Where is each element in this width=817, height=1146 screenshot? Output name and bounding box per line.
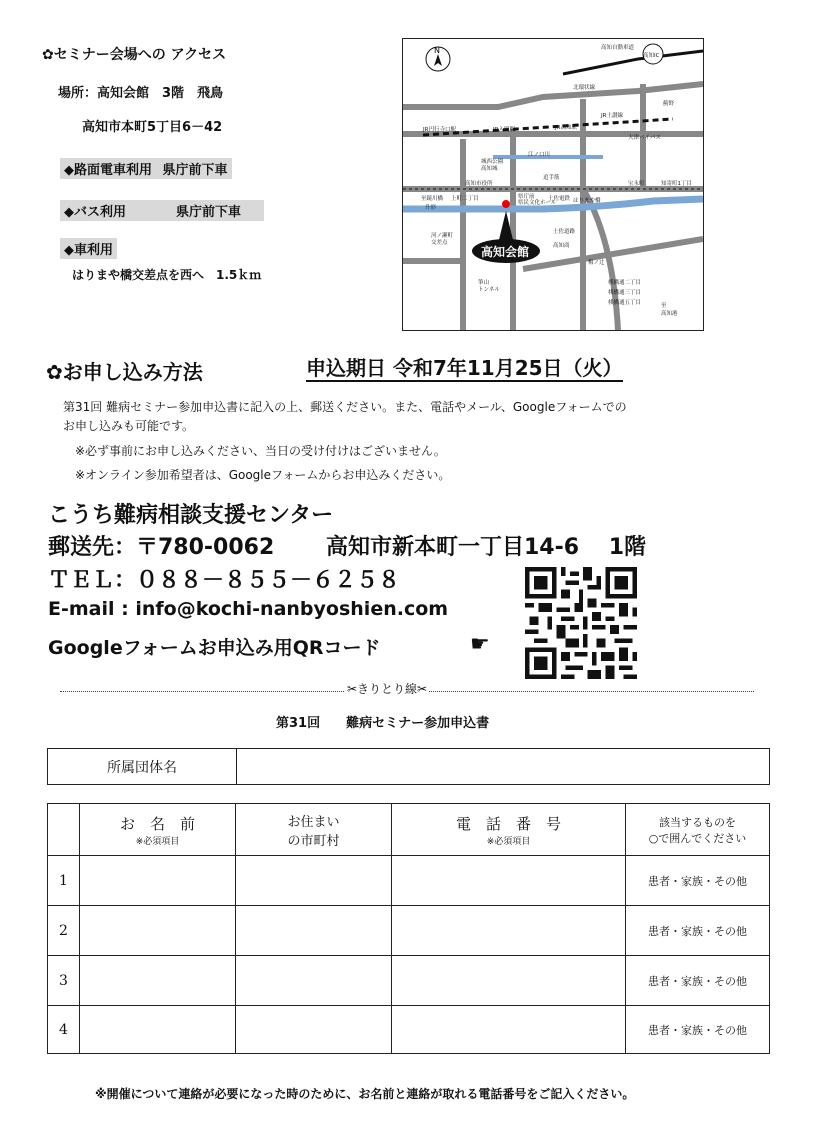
svg-text:筆山: 筆山 <box>478 280 490 286</box>
car-label: ◆車利用 <box>60 238 117 259</box>
header-city-line2: の市町村 <box>287 833 340 849</box>
row-number: 1 <box>48 856 80 906</box>
svg-text:高知自動車道: 高知自動車道 <box>601 45 635 51</box>
header-phone-label: 電 話 番 号 <box>455 814 561 833</box>
venue-place: 場所：高知会館 3階 飛鳥 <box>58 86 224 101</box>
tram-label: ◆路面電車利用 <box>64 163 152 178</box>
header-phone-note: ※必須項目 <box>486 836 531 847</box>
svg-text:江ノ口川: 江ノ口川 <box>528 152 551 158</box>
svg-text:JR高知駅: JR高知駅 <box>555 125 577 131</box>
phone-input[interactable] <box>392 956 626 1006</box>
header-name-note: ※必須項目 <box>135 836 180 847</box>
apply-note2: ※オンライン参加希望者は、Googleフォームからお申込みください。 <box>75 468 451 482</box>
venue-address: 高知市本町5丁目6－42 <box>82 120 223 135</box>
svg-text:高知IC: 高知IC <box>643 53 660 59</box>
header-city-line1: お住まい <box>287 814 340 830</box>
apply-line1: 第31回 難病セミナー参加申込書に記入の上、郵送ください。また、電話やメール、Googleフォームでの <box>63 400 627 414</box>
access-map <box>402 38 704 331</box>
svg-text:JR円行寺口駅: JR円行寺口駅 <box>423 127 456 133</box>
group-input[interactable] <box>237 749 770 785</box>
group-table <box>47 748 770 785</box>
svg-text:升形: 升形 <box>425 205 437 211</box>
svg-text:土佐電鉄: 土佐電鉄 <box>548 196 571 202</box>
map-venue-label: 高知会館 <box>481 245 530 259</box>
header-phone <box>392 804 626 856</box>
header-city <box>236 804 392 856</box>
city-input[interactable] <box>236 956 392 1006</box>
phone-input[interactable] <box>392 856 626 906</box>
svg-text:高知城: 高知城 <box>481 166 498 172</box>
svg-text:至鏡川橋: 至鏡川橋 <box>421 196 444 202</box>
svg-text:河ノ瀬町: 河ノ瀬町 <box>431 233 454 239</box>
pointing-hand-icon: ☛ <box>470 632 490 657</box>
header-name-label: お 名 前 <box>119 814 195 833</box>
svg-text:高知港: 高知港 <box>661 311 678 317</box>
svg-text:桟橋通二丁目: 桟橋通二丁目 <box>608 280 642 286</box>
mail-label: 郵送先：〒780-0062 <box>48 535 275 560</box>
category-options[interactable]: 患者・家族・その他 <box>626 856 770 906</box>
svg-text:県庁前: 県庁前 <box>518 194 535 200</box>
north-label: N <box>434 46 440 55</box>
header-category-line2: ○で囲んでください <box>648 831 747 845</box>
category-options[interactable]: 患者・家族・その他 <box>626 906 770 956</box>
city-input[interactable] <box>236 856 392 906</box>
qr-code[interactable] <box>525 567 637 679</box>
bus-stop: 県庁前下車 <box>176 205 242 220</box>
header-no <box>48 804 80 856</box>
svg-text:桟橋通五丁目: 桟橋通五丁目 <box>608 300 642 306</box>
tram-stop: 県庁前下車 <box>162 163 228 178</box>
category-options[interactable]: 患者・家族・その他 <box>626 956 770 1006</box>
cut-line-label: ✂きりとり線✂ <box>347 682 428 696</box>
org-name: こうち難病相談支援センター <box>48 503 334 528</box>
svg-text:高知市役所: 高知市役所 <box>465 181 493 187</box>
svg-text:上町二丁目: 上町二丁目 <box>451 196 479 202</box>
qr-label: Googleフォームお申込み用QRコード <box>48 637 381 659</box>
bus-label: ◆バス利用 <box>64 205 126 220</box>
tel: ＴＥＬ：０８８－８５５－６２５８ <box>48 568 401 593</box>
map-drawing <box>403 39 703 330</box>
email[interactable]: E-mail : info@kochi-nanbyoshien.com <box>48 598 449 620</box>
form-title: 第31回 難病セミナー参加申込書 <box>276 716 490 731</box>
footer-note: ※開催について連絡が必要になった時のために、お名前と連絡が取れる電話番号をご記入ください。 <box>95 1087 635 1101</box>
row-number: 2 <box>48 906 80 956</box>
apply-deadline: 申込期日 令和7年11月25日（火） <box>306 356 623 380</box>
svg-text:梅ノ辻: 梅ノ辻 <box>588 260 605 266</box>
group-label: 所属団体名 <box>48 749 237 785</box>
bus-info <box>60 200 264 221</box>
svg-text:桟橋通三丁目: 桟橋通三丁目 <box>608 290 642 296</box>
svg-text:追手筋: 追手筋 <box>543 175 560 181</box>
svg-text:高知商: 高知商 <box>553 243 570 249</box>
table-row <box>48 1006 770 1054</box>
car-note: はりまや橋交差点を西へ 1.5ｋｍ <box>72 268 262 282</box>
svg-text:県民文化ホール: 県民文化ホール <box>518 200 557 206</box>
svg-text:宝永町: 宝永町 <box>628 181 645 187</box>
table-row <box>48 956 770 1006</box>
row-number: 4 <box>48 1006 80 1054</box>
table-row <box>48 906 770 956</box>
header-category-line1: 該当するものを <box>659 815 736 829</box>
city-input[interactable] <box>236 1006 392 1054</box>
apply-line2: お申し込みも可能です。 <box>63 419 195 433</box>
name-input[interactable] <box>80 906 236 956</box>
tram-info <box>60 158 232 179</box>
svg-text:至: 至 <box>661 303 667 309</box>
phone-input[interactable] <box>392 1006 626 1054</box>
svg-text:薊野: 薊野 <box>663 101 675 107</box>
access-heading: ✿セミナー会場への アクセス <box>42 47 227 63</box>
svg-text:知寄町1丁目: 知寄町1丁目 <box>661 181 692 187</box>
svg-text:JR土讃線: JR土讃線 <box>601 113 623 119</box>
svg-text:北環状線: 北環状線 <box>573 85 596 91</box>
svg-text:トンネル: トンネル <box>478 287 500 293</box>
city-input[interactable] <box>236 906 392 956</box>
participants-table <box>47 803 770 1054</box>
name-input[interactable] <box>80 956 236 1006</box>
svg-text:はりまや橋: はりまや橋 <box>573 198 601 204</box>
svg-text:土佐道路: 土佐道路 <box>553 229 576 235</box>
name-input[interactable] <box>80 1006 236 1054</box>
category-options[interactable]: 患者・家族・その他 <box>626 1006 770 1054</box>
phone-input[interactable] <box>392 906 626 956</box>
header-category <box>626 804 770 856</box>
apply-note1: ※必ず事前にお申し込みください、当日の受け付けはございません。 <box>75 444 446 458</box>
svg-text:交差点: 交差点 <box>431 240 448 246</box>
apply-heading: ✿お申し込み方法 <box>46 360 203 384</box>
table-row <box>48 856 770 906</box>
name-input[interactable] <box>80 856 236 906</box>
svg-text:城西公園: 城西公園 <box>481 159 504 165</box>
svg-text:大津バイパス: 大津バイパス <box>628 135 661 141</box>
mail-address: 高知市新本町一丁目14-6 1階 <box>326 535 647 560</box>
row-number: 3 <box>48 956 80 1006</box>
svg-text:JR入明駅: JR入明駅 <box>493 127 515 133</box>
header-name <box>80 804 236 856</box>
table-header-row <box>48 804 770 856</box>
